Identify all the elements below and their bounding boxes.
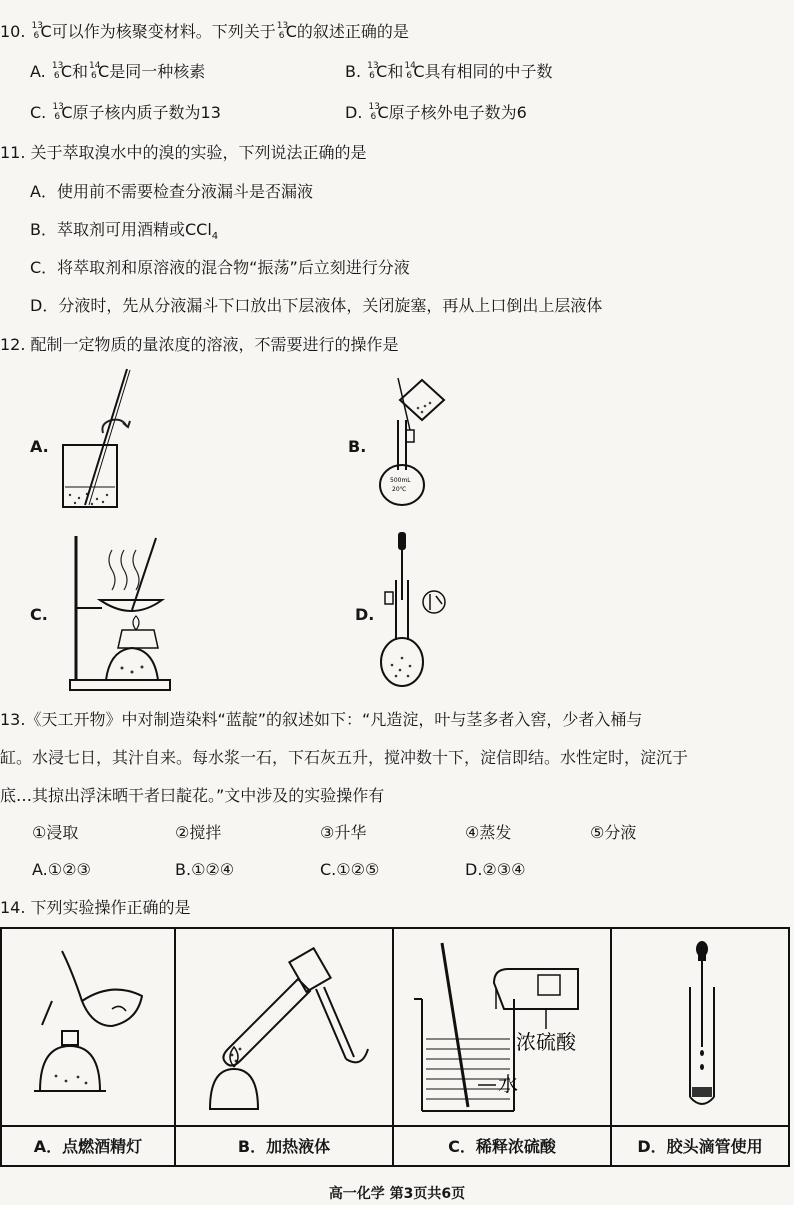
q10-option-b[interactable]: B. 13 6 C和 14 6 C具有相同的中子数 (345, 61, 553, 81)
q12-label-b[interactable]: B. (348, 437, 367, 456)
q14-cell-c[interactable] (394, 929, 612, 1165)
q12-label-c[interactable]: C. (30, 605, 48, 624)
q13-item-1: ①浸取 (32, 823, 79, 842)
q11-stem: 11. 关于萃取溴水中的溴的实验，下列说法正确的是 (0, 143, 367, 162)
volumetric-flask-pouring-figure (370, 370, 450, 510)
q14-cell-d[interactable] (612, 929, 788, 1165)
q12-label-a[interactable]: A. (30, 437, 49, 456)
q14-caption-c: C．稀释浓硫酸 (394, 1125, 610, 1167)
diluting-acid-figure (404, 939, 609, 1119)
page-footer: 高一化学 第3页共6页 (328, 1186, 466, 1202)
q13-item-2: ②搅拌 (175, 823, 222, 842)
q13-item-4: ④蒸发 (465, 823, 512, 842)
q13-option-b[interactable]: B.①②④ (175, 860, 235, 879)
q13-item-5: ⑤分液 (590, 823, 637, 842)
q13-item-3: ③升华 (320, 823, 367, 842)
beaker-stirring-figure (55, 365, 140, 515)
q10-option-a[interactable]: A. 13 6 C和 14 6 C是同一种核素 (30, 61, 206, 81)
evaporation-figure (62, 530, 182, 695)
q14-stem: 14. 下列实验操作正确的是 (0, 898, 191, 917)
q14-caption-b: B．加热液体 (176, 1125, 392, 1167)
q13-option-c[interactable]: C.①②⑤ (320, 860, 380, 879)
q13-option-a[interactable]: A.①②③ (32, 860, 91, 879)
lighting-lamp-figure (22, 941, 152, 1121)
q10-option-c[interactable]: C. 13 6 C原子核内质子数为13 (30, 102, 221, 122)
q12-stem: 12. 配制一定物质的量浓度的溶液，不需要进行的操作是 (0, 335, 399, 354)
svg-text:500mL: 500mL (390, 477, 411, 484)
q11-option-c[interactable]: C．将萃取剂和原溶液的混合物“振荡”后立刻进行分液 (30, 258, 410, 277)
q11-option-d[interactable]: D．分液时，先从分液漏斗下口放出下层液体，关闭旋塞，再从上口倒出上层液体 (30, 296, 603, 315)
heating-test-tube-figure (196, 939, 386, 1119)
q11-option-b[interactable]: B．萃取剂可用酒精或CCl$_4$ (30, 220, 219, 243)
isotope: 13 6 (31, 21, 43, 41)
q13-line-2: 缸。水浸七日，其汁自来。每水浆一石，下石灰五升，搅冲数十下，淀信即结。水性定时，淀沉于 (0, 748, 689, 767)
label-water: 水 (498, 1072, 518, 1096)
q10-stem: 10. 13 6 C可以作为核聚变材料。下列关于 13 6 C的叙述正确的是 (0, 21, 409, 41)
q13-line-3: 底…其掠出浮沫晒干者曰靛花。”文中涉及的实验操作有 (0, 786, 385, 805)
label-acid: 浓硫酸 (516, 1030, 576, 1054)
q14-cell-b[interactable] (176, 929, 394, 1165)
q10-option-d[interactable]: D. 13 6 C原子核外电子数为6 (345, 102, 527, 122)
dropper-flask-figure (380, 530, 460, 695)
q14-cell-a[interactable] (2, 929, 176, 1165)
q13-option-d[interactable]: D.②③④ (465, 860, 526, 879)
q14-caption-a: A．点燃酒精灯 (2, 1125, 174, 1167)
q10-number: 10. (0, 22, 26, 41)
dropper-tube-figure (662, 937, 742, 1117)
q14-options-table (0, 927, 790, 1167)
q12-label-d[interactable]: D. (355, 605, 375, 624)
q11-option-a[interactable]: A．使用前不需要检查分液漏斗是否漏液 (30, 182, 313, 201)
svg-text:20℃: 20℃ (392, 486, 407, 493)
q14-caption-d: D．胶头滴管使用 (612, 1125, 788, 1167)
q13-line-1: 13.《天工开物》中对制造染料“蓝靛”的叙述如下：“凡造淀，叶与茎多者入窖，少者入桶与 (0, 710, 643, 729)
